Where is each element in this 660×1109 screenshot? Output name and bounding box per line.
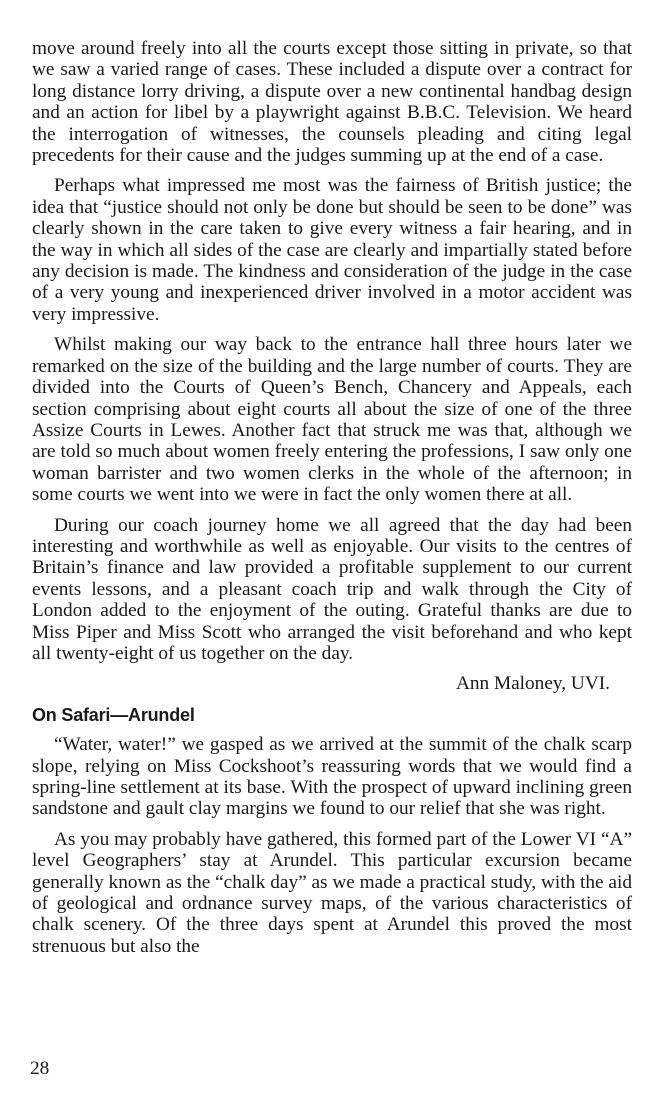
paragraph-arundel-stay: As you may probably have gathered, this formed part of the Lower VI “A” level Geographers’ stay at Arundel. This particular excursion became generally known as the “chalk day” as we made a practical study, with the aid of geological and ordnance survey maps, of the various characteristics of chalk scenery. Of the three days spent at Arundel this proved the most strenuous but also the <box>32 828 632 957</box>
paragraph-courts-size: Whilst making our way back to the entrance hall three hours later we remarked on the size of the building and the large number of courts. They are divided into the Courts of Queen’s Bench, Chancery and Appeals, each section comprising about eight courts all about the size of one of the three Assize Courts in Lewes. Another fact that struck me was that, although we are told so much about women freely entering the professions, I saw only one woman barrister and two women clerks in the whole of the afternoon; in some courts we went into we were in fact the only women there at all. <box>32 334 632 506</box>
page-number: 28 <box>30 1058 50 1079</box>
author-signature: Ann Maloney, UVI. <box>455 673 610 695</box>
page-body <box>32 38 632 966</box>
paragraph-court-cases: move around freely into all the courts except those sitting in private, so that we saw a varied range of cases. These included a dispute over a contract for long distance lorry driving, a dispute over a new continental handbag design and an action for libel by a playwright against B.B.C. Television. We heard the interrogation of witnesses, the counsels pleading and citing legal precedents for their cause and the judges summing up at the end of a case. <box>32 38 632 167</box>
section-heading: On Safari—Arundel <box>32 704 195 725</box>
paragraph-british-justice: Perhaps what impressed me most was the fairness of British justice; the idea that “justice should not only be done but should be seen to be done” was clearly shown in the care taken to give every witness a fair hearing, and in the way in which all sides of the case are clearly and impartially stated before any decision is made. The kindness and consideration of the judge in the case of a very young and inexperienced driver involved in a motor accident was very impressive. <box>32 175 632 325</box>
paragraph-water: “Water, water!” we gasped as we arrived at the summit of the chalk scarp slope, relying on Miss Cockshoot’s reassuring words that we would find a spring-line settlement at its base. With the prospect of upward inclining green sandstone and gault clay margins we found to our relief that she was right. <box>32 734 632 820</box>
paragraph-coach-journey: During our coach journey home we all agreed that the day had been interesting and worthwhile as well as enjoyable. Our visits to the centres of Britain’s finance and law provided a profitable supplement to our current events lessons, and a pleasant coach trip and walk through the City of London added to the enjoyment of the outing. Grateful thanks are due to Miss Piper and Miss Scott who arranged the visit beforehand and who kept all twenty-eight of us together on the day. <box>32 514 632 664</box>
